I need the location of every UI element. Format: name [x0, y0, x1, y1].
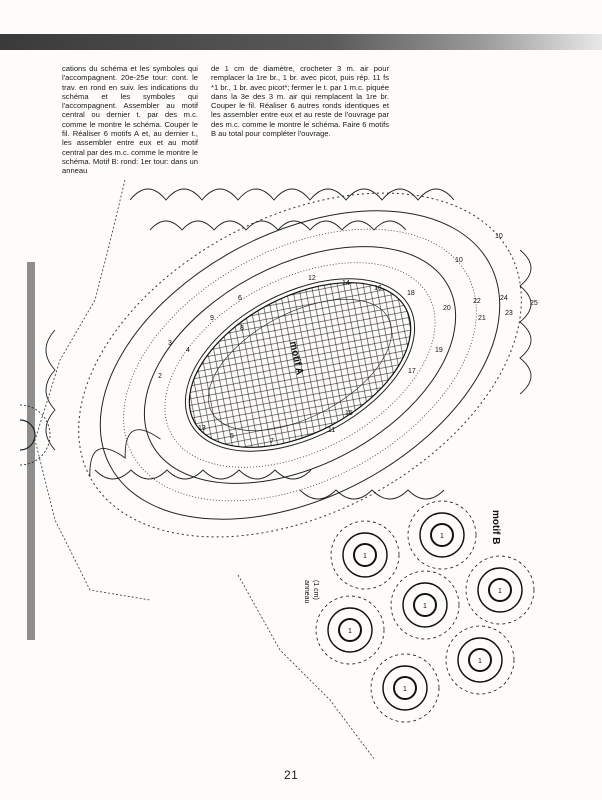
- svg-text:17: 17: [408, 368, 416, 375]
- svg-text:16: 16: [374, 285, 382, 292]
- svg-text:14: 14: [342, 280, 350, 287]
- ring-label: anneau: [303, 580, 310, 604]
- svg-text:7: 7: [270, 438, 274, 445]
- chain-edge: [35, 180, 150, 600]
- svg-text:19: 19: [435, 347, 443, 354]
- svg-text:22: 22: [473, 298, 481, 305]
- svg-text:1: 1: [440, 533, 444, 540]
- svg-text:1: 1: [403, 686, 407, 693]
- svg-text:12: 12: [308, 275, 316, 282]
- svg-text:20: 20: [443, 305, 451, 312]
- svg-text:1: 1: [348, 628, 352, 635]
- instructions-left: cations du schéma et les symboles qui l'accompagnent. 20e-25e tour: cont. le trav. en rond en suiv. les indications du schéma et les symboles qui l'accompagnent. Assembler au motif central ou dernier t. par des m.c. comme le montre le schéma. Couper le fil. Réaliser 6 motifs A et, au dernier t., les assembler entre eux et au motif central par des m.c. comme le montre le schéma. Motif B: rond: 1er tour: dans un anneau: [62, 64, 198, 176]
- svg-text:4: 4: [186, 347, 190, 354]
- svg-text:18: 18: [407, 290, 415, 297]
- svg-text:23: 23: [505, 310, 513, 317]
- ring-size: (1 cm): [312, 580, 319, 600]
- svg-text:1: 1: [363, 553, 367, 560]
- instructions-right: de 1 cm de diamètre, crocheter 3 m. air pour remplacer la 1re br., 1 br. avec picot, puis rép. 11 fs *1 br., 1 br. avec picot*; fermer le t. par 1 m.c. piquée dans la 3e des 3 m. air qui remplacent la 1re br. Couper le fil. Réaliser 6 autres ronds identiques et les assembler entre eux et au reste de l'ouvrage par des m.c. comme le montre le schéma. Faire 6 motifs B au total pour compléter l'ouvrage.: [211, 64, 389, 139]
- motif-b-round: [316, 596, 384, 664]
- page-number: 21: [284, 768, 299, 782]
- svg-text:15: 15: [345, 410, 353, 417]
- motif-b-round: [408, 501, 476, 569]
- motif-b-round: [446, 626, 514, 694]
- svg-text:13: 13: [198, 425, 206, 432]
- svg-text:6: 6: [238, 295, 242, 302]
- motif-b-round: [331, 521, 399, 589]
- svg-text:5: 5: [230, 433, 234, 440]
- svg-text:10: 10: [495, 233, 503, 240]
- svg-text:10: 10: [455, 257, 463, 264]
- svg-text:9: 9: [210, 315, 214, 322]
- motif-b-round: [466, 556, 534, 624]
- svg-text:21: 21: [478, 315, 486, 322]
- svg-text:1: 1: [478, 658, 482, 665]
- motif-b-round: [371, 654, 439, 722]
- motif-b-round: [391, 571, 459, 639]
- motif-b-label: motif B: [490, 510, 501, 545]
- svg-text:24: 24: [500, 295, 508, 302]
- svg-text:1: 1: [498, 588, 502, 595]
- svg-text:2: 2: [158, 373, 162, 380]
- motif-a-label: motif A: [287, 340, 305, 376]
- svg-text:8: 8: [240, 325, 244, 332]
- svg-text:1: 1: [423, 603, 427, 610]
- partial-round: [20, 405, 50, 465]
- svg-text:11: 11: [328, 427, 336, 434]
- svg-text:3: 3: [168, 340, 172, 347]
- svg-text:25: 25: [530, 300, 538, 307]
